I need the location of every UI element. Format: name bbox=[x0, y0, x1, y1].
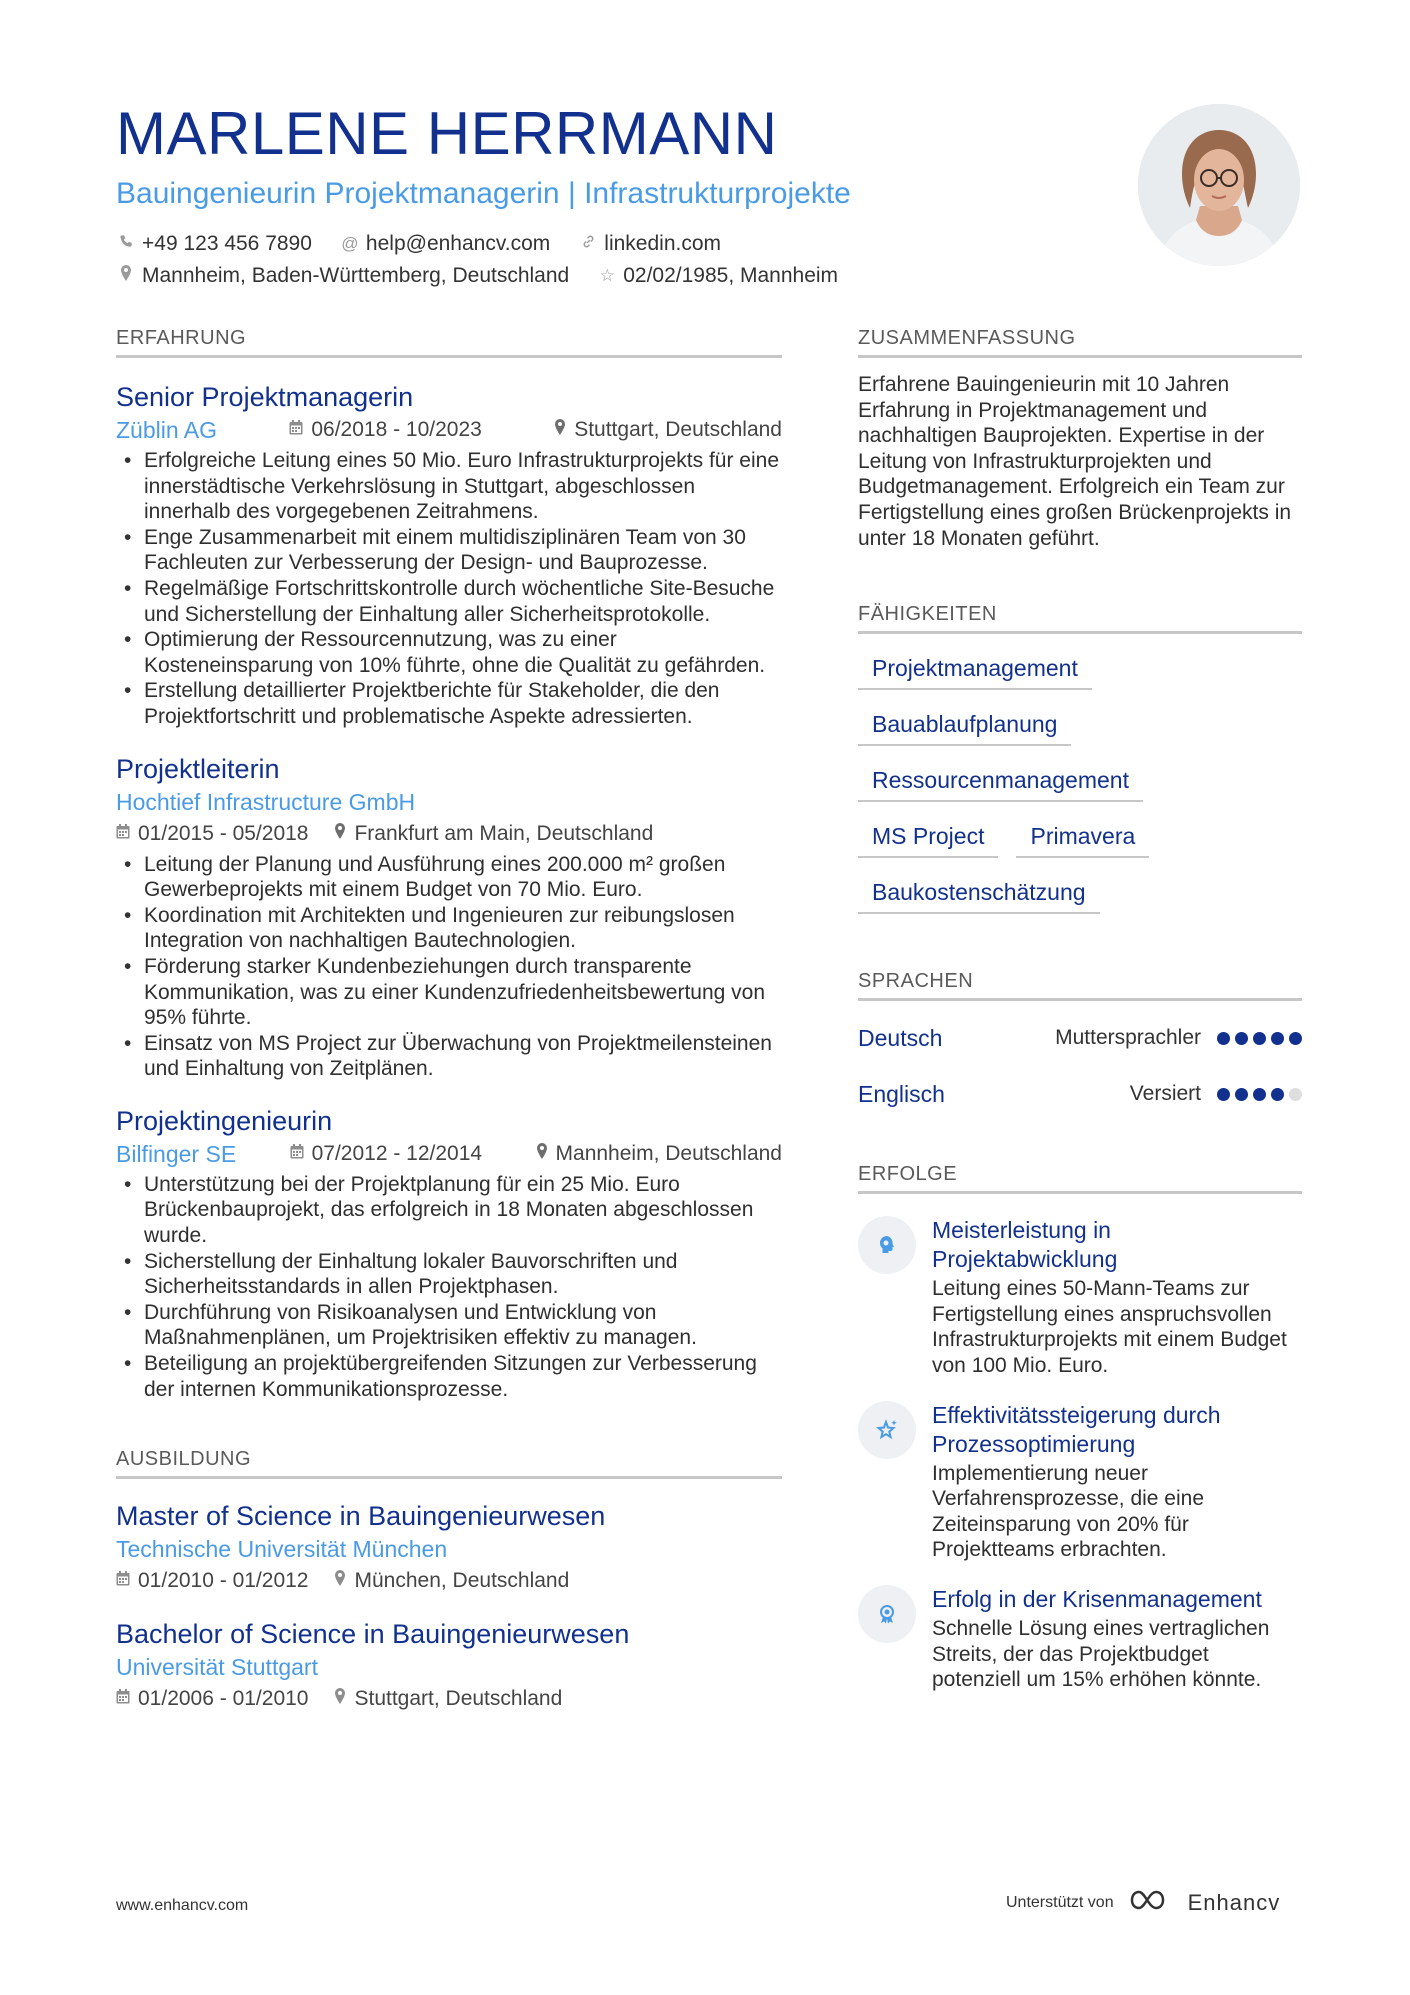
language-level bbox=[1130, 1082, 1302, 1106]
skill-row bbox=[858, 762, 1302, 802]
education-dates bbox=[116, 1683, 308, 1715]
skill-tag: Projektmanagement bbox=[858, 650, 1092, 690]
language-name: Deutsch bbox=[858, 1024, 943, 1051]
skill-tag: Baukostenschätzung bbox=[858, 874, 1100, 914]
calendar-icon bbox=[116, 1683, 130, 1715]
calendar-icon bbox=[116, 1565, 130, 1597]
achievement-body bbox=[932, 1401, 1302, 1563]
job-bullet: • Leitung der Planung und Ausführung eines 200.000 m² großen Gewerbeprojekts mit einem Budget von 70 Mio. Euro. bbox=[116, 852, 782, 903]
location-pin-icon bbox=[334, 1683, 346, 1715]
phone-text: +49 123 456 7890 bbox=[142, 232, 312, 255]
contact-info bbox=[116, 228, 1116, 292]
education-meta bbox=[116, 1565, 782, 1597]
skill-tag: Primavera bbox=[1016, 818, 1149, 858]
skill-row bbox=[858, 650, 1302, 690]
school-name: Universität Stuttgart bbox=[116, 1654, 318, 1681]
linkedin-item[interactable] bbox=[578, 228, 721, 260]
summary-text: Erfahrene Bauingenieurin mit 10 Jahren Erfahrung in Projektmanagement und nachhaltigen Bauprojekten. Expertise in der Leitung von Infrastrukturprojekten und Budgetmanagement. Erfolgreich ein Team zur Fertigstellung eines großen Brückenprojekts in unter 18 Monaten geführt. bbox=[858, 373, 1292, 550]
job-location-text: Mannheim, Deutschland bbox=[555, 1141, 782, 1165]
rating-dot-filled bbox=[1253, 1088, 1266, 1101]
education-dates-text: 01/2010 - 01/2012 bbox=[138, 1569, 309, 1593]
language-rating bbox=[1217, 1032, 1302, 1045]
language-row bbox=[858, 1075, 1302, 1113]
job-bullets bbox=[116, 1172, 782, 1402]
achievement-title: Effektivitätssteigerung durch Prozessoptimierung bbox=[932, 1401, 1221, 1457]
language-rating bbox=[1217, 1088, 1302, 1101]
job-bullet: • Durchführung von Risikoanalysen und Entwicklung von Maßnahmenplänen, um Projektrisiken effektiv zu managen. bbox=[116, 1300, 782, 1351]
job-title: Senior Projektmanagerin bbox=[116, 382, 414, 412]
job-meta bbox=[116, 1138, 782, 1170]
job-entry bbox=[116, 752, 782, 1082]
job-bullet: • Sicherstellung der Einhaltung lokaler Bauvorschriften und Sicherheitsstandards in allen Projektphasen. bbox=[116, 1249, 782, 1300]
job-bullets bbox=[116, 448, 782, 730]
skill-row bbox=[858, 706, 1302, 746]
education-location bbox=[334, 1683, 562, 1715]
lightbulb-head-icon bbox=[858, 1216, 916, 1274]
skill-tag: Ressourcenmanagement bbox=[858, 762, 1143, 802]
education-location-text: München, Deutschland bbox=[354, 1569, 570, 1593]
job-bullet: • Regelmäßige Fortschrittskontrolle durch wöchentliche Site-Besuche und Sicherstellung der Einhaltung aller Sicherheitsprotokolle. bbox=[116, 576, 782, 627]
profile-photo bbox=[1138, 104, 1300, 266]
skill-row bbox=[858, 818, 1302, 858]
job-bullet: • Förderung starker Kundenbeziehungen durch transparente Kommunikation, was zu einer Kundenzufriedenheitsbewertung von 95% führte. bbox=[116, 954, 782, 1031]
company-name: Züblin AG bbox=[116, 417, 217, 443]
language-name: Englisch bbox=[858, 1080, 945, 1107]
job-dates bbox=[116, 818, 308, 850]
achievement-body bbox=[932, 1216, 1302, 1378]
rating-dot-filled bbox=[1253, 1032, 1266, 1045]
section-title-achievements: ERFOLGE bbox=[858, 1161, 1302, 1194]
location-pin-icon bbox=[334, 818, 346, 850]
rating-dot-filled bbox=[1235, 1088, 1248, 1101]
left-column bbox=[116, 325, 782, 1715]
achievement-title: Meisterleistung in Projektabwicklung bbox=[932, 1217, 1118, 1273]
location-pin-icon bbox=[554, 414, 566, 446]
section-title-skills: FÄHIGKEITEN bbox=[858, 601, 1302, 634]
candidate-headline: Bauingenieurin Projektmanagerin | Infrastrukturprojekte bbox=[116, 177, 851, 210]
right-column bbox=[858, 325, 1302, 1693]
job-dates-text: 01/2015 - 05/2018 bbox=[138, 821, 309, 845]
achievement-item bbox=[858, 1216, 1302, 1378]
education-location bbox=[334, 1565, 569, 1597]
footer-website[interactable]: www.enhancv.com bbox=[116, 1897, 249, 1914]
rating-dot-empty bbox=[1289, 1088, 1302, 1101]
achievement-text: Schnelle Lösung eines vertraglichen Streits, der das Projektbudget potenziell um 15% erhöhen könnte. bbox=[932, 1616, 1270, 1692]
calendar-icon bbox=[289, 414, 303, 446]
linkedin-text[interactable]: linkedin.com bbox=[604, 232, 722, 255]
job-bullet: • Koordination mit Architekten und Ingenieuren zur reibungslosen Integration von nachhaltigen Bautechnologien. bbox=[116, 903, 782, 954]
job-bullet: • Beteiligung an projektübergreifenden Sitzungen zur Verbesserung der internen Kommunikationsprozesse. bbox=[116, 1351, 782, 1402]
job-title: Projektleiterin bbox=[116, 753, 280, 784]
company-name: Hochtief Infrastructure GmbH bbox=[116, 788, 416, 815]
contact-row bbox=[116, 228, 1116, 260]
phone-item bbox=[116, 228, 312, 260]
education-dates-text: 01/2006 - 01/2010 bbox=[138, 1687, 309, 1711]
job-dates bbox=[290, 1138, 482, 1170]
job-location bbox=[536, 1138, 782, 1170]
footer-branding bbox=[1006, 1888, 1280, 1917]
job-entry bbox=[116, 380, 782, 730]
section-title-summary: ZUSAMMENFASSUNG bbox=[858, 325, 1302, 358]
language-level bbox=[1055, 1026, 1302, 1050]
rating-dot-filled bbox=[1217, 1032, 1230, 1045]
star-sparkle-icon bbox=[858, 1401, 916, 1459]
achievement-body bbox=[932, 1585, 1302, 1693]
skill-row bbox=[858, 874, 1302, 914]
section-title-languages: SPRACHEN bbox=[858, 968, 1302, 1001]
powered-by-text: Unterstützt von bbox=[1006, 1893, 1114, 1911]
contact-row bbox=[116, 260, 1116, 292]
link-icon bbox=[578, 228, 598, 260]
achievement-title: Erfolg in der Krisenmanagement bbox=[932, 1585, 1262, 1612]
job-location bbox=[334, 818, 653, 850]
education-entry bbox=[116, 1499, 782, 1597]
resume-header bbox=[116, 100, 1116, 292]
education-entry bbox=[116, 1617, 782, 1715]
job-bullet: • Enge Zusammenarbeit mit einem multidisziplinären Team von 30 Fachleuten zur Verbesserung der Design- und Bauprozesse. bbox=[116, 525, 782, 576]
job-bullet: • Erstellung detaillierter Projektberichte für Stakeholder, die den Projektfortschritt und problematische Aspekte adressierten. bbox=[116, 678, 782, 729]
language-row bbox=[858, 1019, 1302, 1057]
job-bullet: • Optimierung der Ressourcennutzung, was zu einer Kosteneinsparung von 10% führte, ohne die Qualität zu gefährden. bbox=[116, 627, 782, 678]
job-bullet: • Einsatz von MS Project zur Überwachung von Projektmeilensteinen und Einhaltung von Zeitplänen. bbox=[116, 1031, 782, 1082]
job-dates-text: 07/2012 - 12/2014 bbox=[311, 1141, 483, 1165]
section-title-education: AUSBILDUNG bbox=[116, 1446, 782, 1479]
achievement-item bbox=[858, 1585, 1302, 1693]
at-icon: @ bbox=[341, 234, 359, 253]
enhancv-logo-icon bbox=[1128, 1888, 1174, 1917]
job-bullet: • Unterstützung bei der Projektplanung für ein 25 Mio. Euro Brückenbauprojekt, das erfolgreich in 18 Monaten abgeschlossen wurde. bbox=[116, 1172, 782, 1249]
education-dates bbox=[116, 1565, 308, 1597]
skill-tag: Bauablaufplanung bbox=[858, 706, 1071, 746]
skill-tag: MS Project bbox=[858, 818, 998, 858]
job-location-text: Frankfurt am Main, Deutschland bbox=[354, 821, 654, 845]
rating-dot-filled bbox=[1271, 1088, 1284, 1101]
calendar-icon bbox=[116, 818, 130, 850]
job-title: Projektingenieurin bbox=[116, 1105, 333, 1136]
star-icon: ☆ bbox=[599, 266, 615, 285]
location-item bbox=[116, 260, 569, 292]
location-pin-icon bbox=[116, 260, 136, 292]
birth-text: 02/02/1985, Mannheim bbox=[623, 264, 839, 287]
job-meta bbox=[116, 414, 782, 446]
job-dates bbox=[289, 414, 481, 446]
email-item[interactable] bbox=[340, 228, 550, 260]
degree-title: Bachelor of Science in Bauingenieurwesen bbox=[116, 1619, 630, 1650]
location-pin-icon bbox=[334, 1565, 346, 1597]
calendar-icon bbox=[290, 1138, 304, 1170]
rating-dot-filled bbox=[1271, 1032, 1284, 1045]
degree-title: Master of Science in Bauingenieurwesen bbox=[116, 1501, 606, 1532]
language-level-text: Muttersprachler bbox=[1055, 1026, 1201, 1050]
skills-list bbox=[858, 650, 1302, 914]
achievement-text: Implementierung neuer Verfahrensprozesse, die eine Zeiteinsparung von 20% für Projektteams erbrachten. bbox=[932, 1461, 1205, 1562]
education-location-text: Stuttgart, Deutschland bbox=[354, 1687, 563, 1711]
job-bullet: • Erfolgreiche Leitung eines 50 Mio. Euro Infrastrukturprojekts für eine innerstädtische Verkehrslösung in Stuttgart, abgeschlossen innerhalb des vorgegebenen Zeitrahmens. bbox=[116, 448, 782, 525]
award-ribbon-icon bbox=[858, 1585, 916, 1643]
rating-dot-filled bbox=[1235, 1032, 1248, 1045]
rating-dot-filled bbox=[1217, 1088, 1230, 1101]
company-name: Bilfinger SE bbox=[116, 1140, 237, 1167]
school-name: Technische Universität München bbox=[116, 1536, 448, 1563]
location-text: Mannheim, Baden-Württemberg, Deutschland bbox=[142, 264, 570, 287]
location-pin-icon bbox=[536, 1138, 548, 1170]
rating-dot-filled bbox=[1289, 1032, 1302, 1045]
brand-name: Enhancv bbox=[1187, 1889, 1281, 1915]
language-level-text: Versiert bbox=[1129, 1082, 1201, 1106]
job-dates-text: 06/2018 - 10/2023 bbox=[311, 418, 482, 441]
job-entry bbox=[116, 1104, 782, 1402]
job-location-text: Stuttgart, Deutschland bbox=[574, 418, 782, 441]
section-title-experience: ERFAHRUNG bbox=[116, 325, 782, 358]
job-bullets bbox=[116, 852, 782, 1082]
birth-item bbox=[597, 260, 838, 292]
candidate-name: MARLENE HERRMANN bbox=[116, 100, 778, 167]
achievement-item bbox=[858, 1401, 1302, 1563]
phone-icon bbox=[116, 228, 136, 260]
email-text[interactable]: help@enhancv.com bbox=[365, 232, 551, 255]
job-meta bbox=[116, 818, 782, 850]
job-location bbox=[554, 414, 782, 446]
achievement-text: Leitung eines 50-Mann-Teams zur Fertigstellung eines anspruchsvollen Infrastrukturprojekts mit einem Budget von 100 Mio. Euro. bbox=[932, 1277, 1287, 1377]
education-meta bbox=[116, 1683, 782, 1715]
